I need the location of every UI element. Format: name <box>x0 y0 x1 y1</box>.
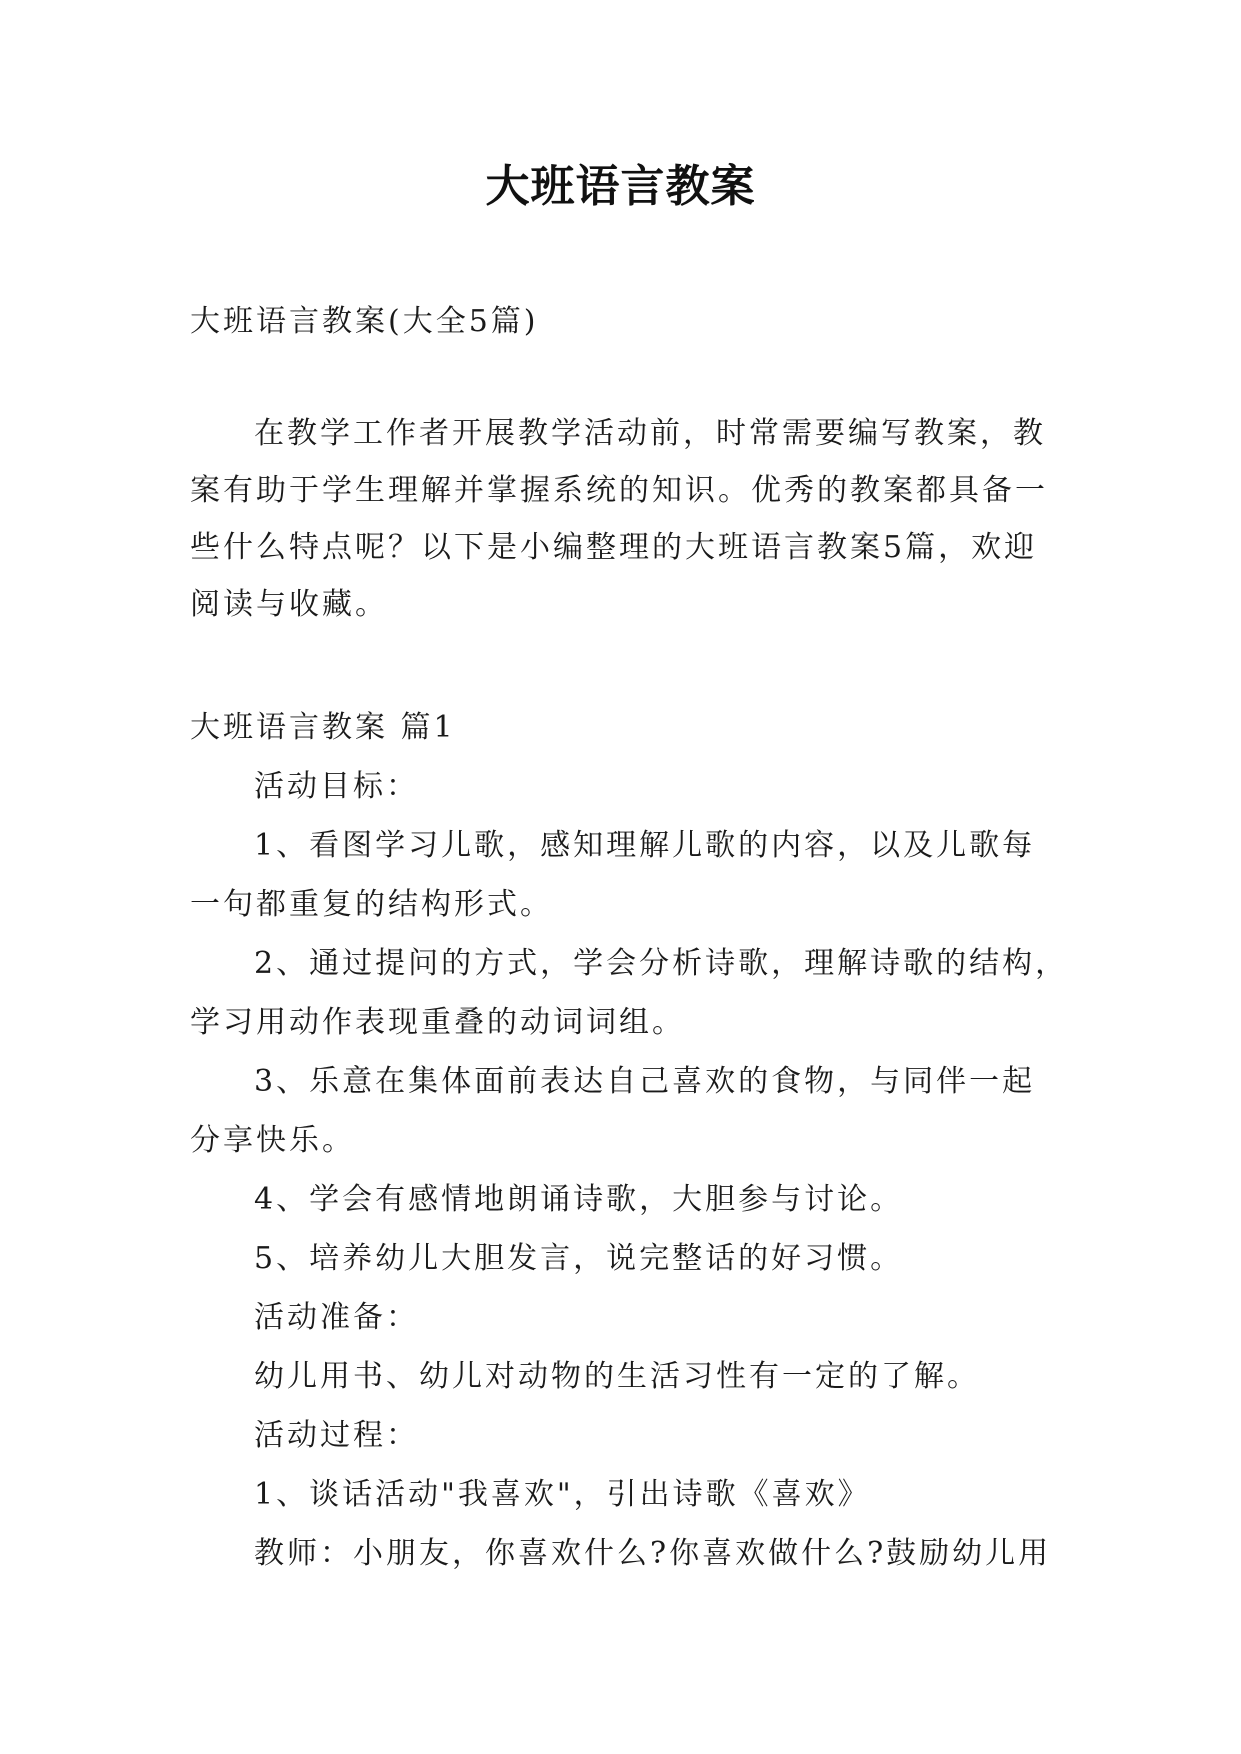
paragraph-line: 活动准备： <box>254 1300 419 1335</box>
document-subtitle: 大班语言教案(大全5篇) <box>190 304 539 339</box>
section-heading: 大班语言教案 篇1 <box>190 710 456 745</box>
document-title: 大班语言教案 <box>485 161 756 212</box>
paragraph-line: 教师：小朋友，你喜欢什么?你喜欢做什么?鼓励幼儿用 <box>254 1536 1052 1571</box>
paragraph-line: 4、学会有感情地朗诵诗歌，大胆参与讨论。 <box>254 1182 904 1217</box>
paragraph-line: 2、通过提问的方式，学会分析诗歌，理解诗歌的结构， <box>254 946 1069 981</box>
paragraph-line: 活动过程： <box>254 1418 419 1453</box>
paragraph-line: 3、乐意在集体面前表达自己喜欢的食物，与同伴一起 <box>254 1064 1036 1099</box>
paragraph-line: 1、谈话活动"我喜欢"，引出诗歌《喜欢》 <box>254 1477 871 1512</box>
paragraph-line: 学习用动作表现重叠的动词词组。 <box>190 1005 685 1040</box>
paragraph-line: 活动目标： <box>254 769 419 804</box>
paragraph-line: 幼儿用书、幼儿对动物的生活习性有一定的了解。 <box>254 1359 980 1394</box>
paragraph-line: 分享快乐。 <box>190 1123 355 1158</box>
paragraph-line: 1、看图学习儿歌，感知理解儿歌的内容，以及儿歌每 <box>254 828 1036 863</box>
intro-paragraph: 在教学工作者开展教学活动前，时常需要编写教案，教案有助于学生理解并掌握系统的知识。优秀的教案都具备一些什么特点呢？以下是小编整理的大班语言教案5篇，欢迎阅读与收藏。 <box>190 416 1048 622</box>
paragraph-line: 5、培养幼儿大胆发言，说完整话的好习惯。 <box>254 1241 904 1276</box>
paragraph-line: 一句都重复的结构形式。 <box>190 887 553 922</box>
article-section <box>190 698 1069 1583</box>
